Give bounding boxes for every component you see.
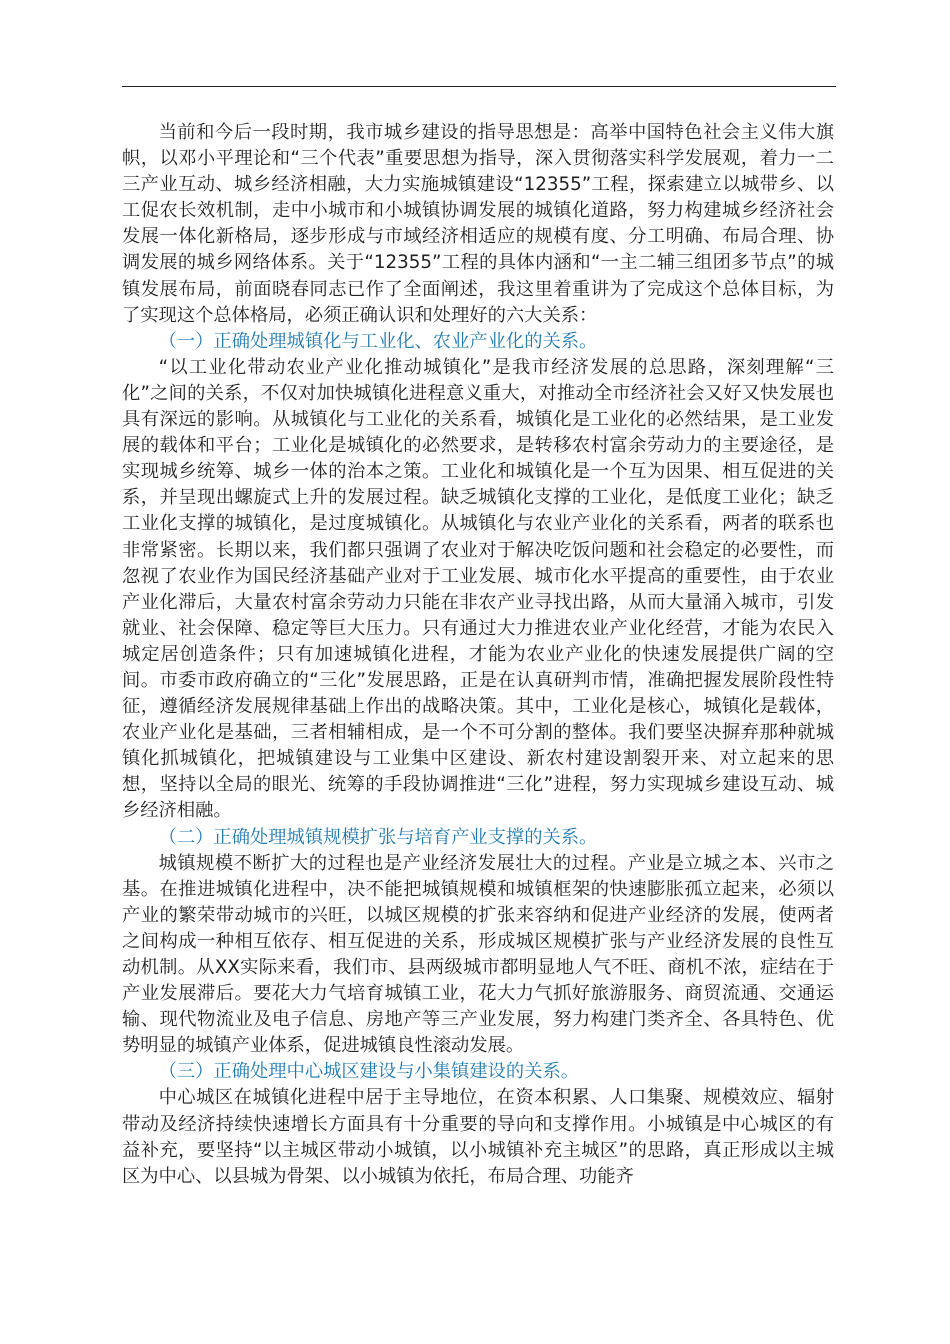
paragraph-section-1: “以工业化带动农业产业化推动城镇化”是我市经济发展的总思路，深刻理解“三化”之间的关系，不仅对加快城镇化进程意义重大，对推动全市经济社会又好又快发展也具有深远的影响。从城镇化与工业化的关系看，城镇化是工业化的必然结果，是工业发展的载体和平台；工业化是城镇化的必然要求，是转移农村富余劳动力的主要途径，是实现城乡统筹、城乡一体的治本之策。工业化和城镇化是一个互为因果、相互促进的关系，并呈现出螺旋式上升的发展过程。缺乏城镇化支撑的工业化，是低度工业化；缺乏工业化支撑的城镇化，是过度城镇化。从城镇化与农业产业化的关系看，两者的联系也非常紧密。长期以来，我们都只强调了农业对于解决吃饭问题和社会稳定的必要性，而忽视了农业作为国民经济基础产业对于工业发展、城市化水平提高的重要性，由于农业产业化滞后，大量农村富余劳动力只能在非农产业寻找出路，从而大量涌入城市，引发就业、社会保障、稳定等巨大压力。只有通过大力推进农业产业化经营，才能为农民入城定居创造条件；只有加速城镇化进程，才能为农业产业化的快速发展提供广阔的空间。市委市政府确立的“三化”发展思路，正是在认真研判市情，准确把握发展阶段性特征，遵循经济发展规律基础上作出的战略决策。其中，工业化是核心，城镇化是载体，农业产业化是基础，三者相辅相成，是一个不可分割的整体。我们要坚决摒弃那种就城镇化抓城镇化，把城镇建设与工业集中区建设、新农村建设割裂开来、对立起来的思想，坚持以全局的眼光、统筹的手段协调推进“三化”进程，努力实现城乡建设互动、城乡经济相融。 [122,356,834,822]
paragraph-section-3: 中心城区在城镇化进程中居于主导地位，在资本积累、人口集聚、规模效应、辐射带动及经济持续快速增长方面具有十分重要的导向和支撑作用。小城镇是中心城区的有益补充，要坚持“以主城区带动小城镇，以小城镇补充主城区”的思路，真正形成以主城区为中心、以县城为骨架、以小城镇为依托，布局合理、功能齐 [122,1087,834,1187]
paragraph-intro: 当前和今后一段时期，我市城乡建设的指导思想是：高举中国特色社会主义伟大旗帜，以邓小平理论和“三个代表”重要思想为指导，深入贯彻落实科学发展观，着力一二三产业互动、城乡经济相融，大力实施城镇建设“12355”工程，探索建立以城带乡、以工促农长效机制，走中小城市和小城镇协调发展的城镇化道路，努力构建城乡经济社会发展一体化新格局，逐步形成与市域经济相适应的规模有度、分工明确、布局合理、协调发展的城乡网络体系。关于“12355”工程的具体内涵和“一主二辅三组团多节点”的城镇发展布局，前面晓春同志已作了全面阐述，我这里着重讲为了完成这个总体目标，为了实现这个总体格局，必须正确认识和处理好的六大关系： [122,122,834,326]
section-heading-3: （三）正确处理中心城区建设与小集镇建设的关系。 [158,1061,580,1083]
section-heading-1: （一）正确处理城镇化与工业化、农业产业化的关系。 [158,330,598,352]
paragraph-section-2: 城镇规模不断扩大的过程也是产业经济发展壮大的过程。产业是立城之本、兴市之基。在推进城镇化进程中，决不能把城镇规模和城镇框架的快速膨胀孤立起来，必须以产业的繁荣带动城市的兴旺，以城区规模的扩张来容纳和促进产业经济的发展，使两者之间构成一种相互依存、相互促进的关系，形成城区规模扩张与产业经济发展的良性互动机制。从XX实际来看，我们市、县两级城市都明显地人气不旺、商机不浓，症结在于产业发展滞后。要花大力气培育城镇工业，花大力气抓好旅游服务、商贸流通、交通运输、现代物流业及电子信息、房地产等三产业发展，努力构建门类齐全、各具特色、优势明显的城镇产业体系，促进城镇良性滚动发展。 [122,852,834,1057]
section-heading-2: （二）正确处理城镇规模扩张与培育产业支撑的关系。 [158,826,598,848]
header-rule [122,86,836,87]
document-body [122,120,834,1190]
